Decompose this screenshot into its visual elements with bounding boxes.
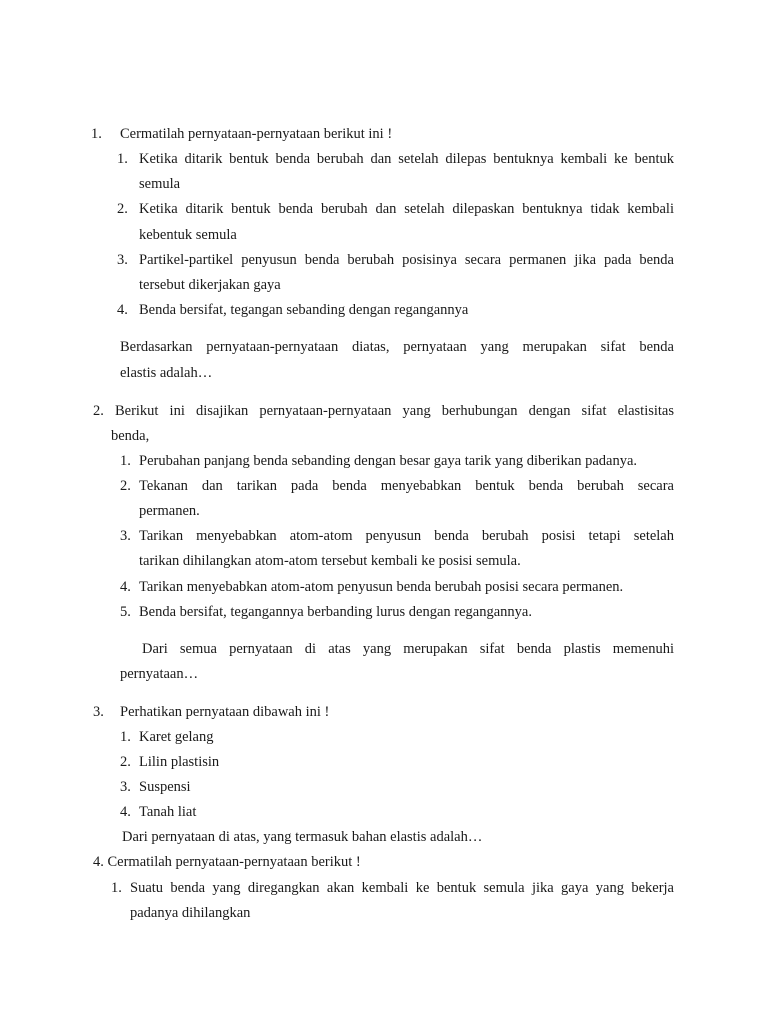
- item-text: Tarikan menyebabkan atom-atom penyusun benda berubah posisi secara permanen.: [139, 579, 624, 595]
- item-number: 3.: [120, 528, 131, 544]
- item-number: 4.: [120, 804, 131, 820]
- item-text: Tanah liat: [139, 804, 197, 820]
- item-text-continued: padanya dihilangkan: [130, 905, 251, 921]
- question-title-continued: benda,: [111, 428, 150, 444]
- item-number: 1.: [120, 453, 131, 469]
- question-prompt-continued: pernyataan…: [120, 666, 199, 682]
- item-text: Lilin plastisin: [139, 754, 220, 770]
- item-number: 1.: [120, 729, 131, 745]
- item-text: Partikel-partikel penyusun benda berubah posisinya secara permanen jika pada benda: [139, 252, 674, 268]
- question-title: Perhatikan pernyataan dibawah ini !: [120, 704, 330, 720]
- item-text: Perubahan panjang benda sebanding dengan besar gaya tarik yang diberikan padanya.: [139, 453, 638, 469]
- item-text: Tekanan dan tarikan pada benda menyebabkan bentuk benda berubah secara: [139, 478, 674, 494]
- item-text: Suatu benda yang diregangkan akan kembali ke bentuk semula jika gaya yang bekerja: [130, 880, 674, 896]
- item-text: Suspensi: [139, 779, 191, 795]
- item-text-continued: tersebut dikerjakan gaya: [139, 277, 281, 293]
- item-text-continued: permanen.: [139, 503, 200, 519]
- item-number: 3.: [117, 252, 128, 268]
- item-number: 1.: [117, 151, 128, 167]
- item-number: 4.: [120, 579, 131, 595]
- item-number: 3.: [120, 779, 131, 795]
- question-number: 1.: [91, 126, 102, 142]
- item-number: 4.: [117, 302, 128, 318]
- item-text: Benda bersifat, tegangannya berbanding lurus dengan regangannya.: [139, 604, 532, 620]
- question-number: 3.: [93, 704, 104, 720]
- item-text: Ketika ditarik bentuk benda berubah dan setelah dilepaskan bentuknya tidak kembali: [139, 201, 674, 217]
- item-text-continued: kebentuk semula: [139, 227, 237, 243]
- item-number: 5.: [120, 604, 131, 620]
- item-number: 1.: [111, 880, 122, 896]
- question-title: 4. Cermatilah pernyataan-pernyataan berikut !: [93, 854, 361, 870]
- question-title: Cermatilah pernyataan-pernyataan berikut ini !: [120, 126, 393, 142]
- question-prompt: Dari semua pernyataan di atas yang merupakan sifat benda plastis memenuhi: [142, 641, 674, 657]
- question-prompt: Berdasarkan pernyataan-pernyataan diatas, pernyataan yang merupakan sifat benda: [120, 339, 674, 355]
- question-prompt-continued: elastis adalah…: [120, 365, 213, 381]
- question-title: 2. Berikut ini disajikan pernyataan-pernyataan yang berhubungan dengan sifat elastisitas: [93, 403, 674, 419]
- item-text: Karet gelang: [139, 729, 214, 745]
- item-text: Benda bersifat, tegangan sebanding dengan regangannya: [139, 302, 469, 318]
- item-number: 2.: [117, 201, 128, 217]
- item-text-continued: tarikan dihilangkan atom-atom tersebut kembali ke posisi semula.: [139, 553, 521, 569]
- item-number: 2.: [120, 478, 131, 494]
- item-text: Ketika ditarik bentuk benda berubah dan setelah dilepas bentuknya kembali ke bentuk: [139, 151, 674, 167]
- question-prompt: Dari pernyataan di atas, yang termasuk bahan elastis adalah…: [122, 829, 483, 845]
- item-number: 2.: [120, 754, 131, 770]
- item-text-continued: semula: [139, 176, 181, 192]
- item-text: Tarikan menyebabkan atom-atom penyusun benda berubah posisi tetapi setelah: [139, 528, 674, 544]
